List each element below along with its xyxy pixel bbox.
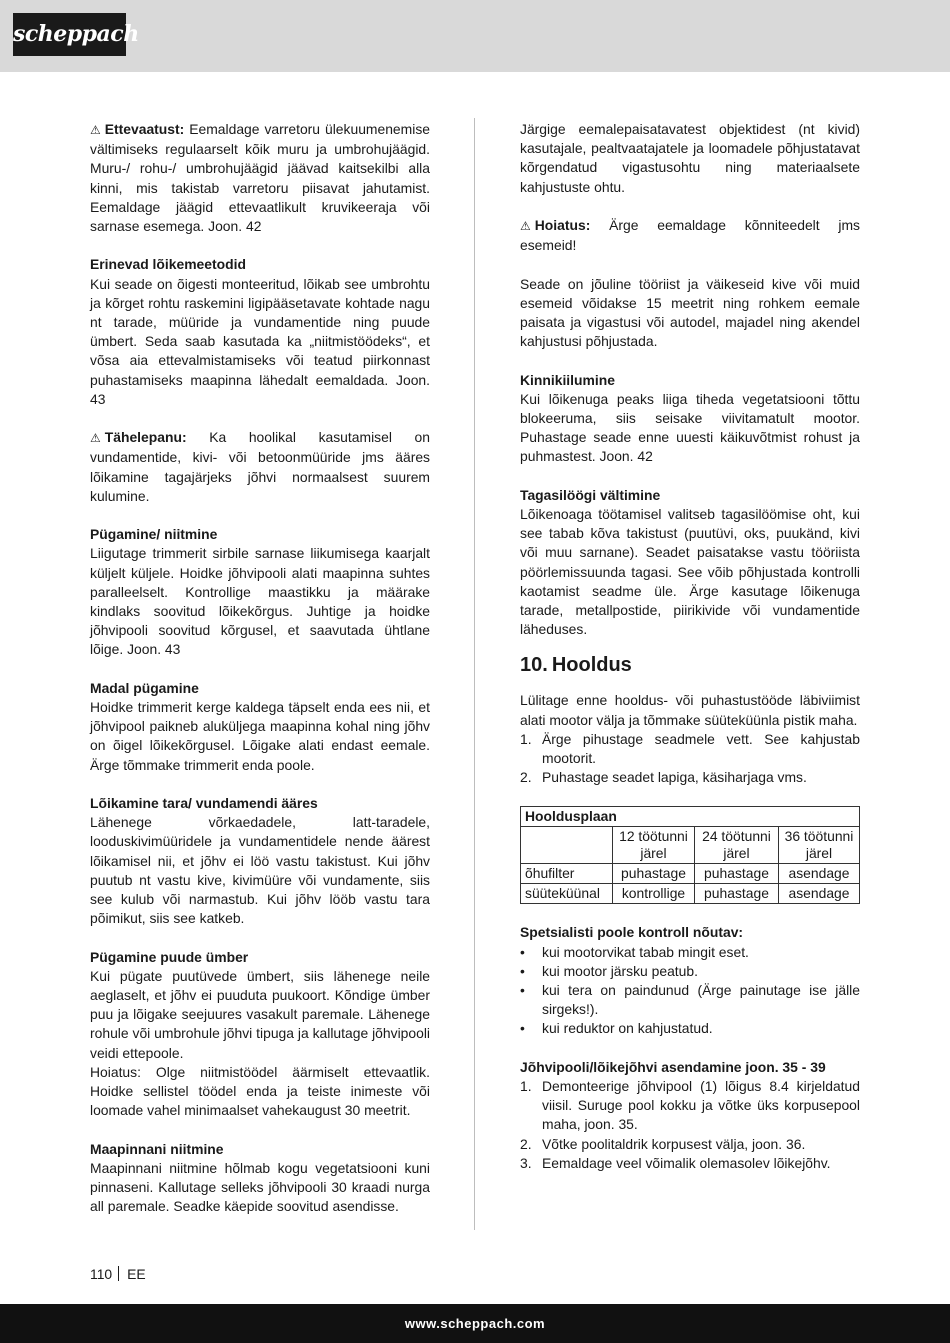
section-text: Kui lõikenuga peaks liiga tiheda vegetatsiooni tõttu blokeeruma, siis seisake viivitamatult mootor. Puhastage seade enne uuesti käikuvõtmist rohust ja puhmastest. Joon. 42 [520,390,860,465]
list-item: 3. Eemaldage veel võimalik olemasolev lõikejõhv. [520,1154,831,1171]
table-row: süüteküünal kontrollige puhastage asendage [521,884,860,904]
warning-icon: ⚠ [90,123,101,137]
scheppach-logo: scheppach [13,13,126,56]
language-code: EE [127,1266,146,1282]
warning-ettevaatust [90,120,430,236]
warning-label: Tähelepanu: [104,429,187,446]
section-heading: Pügamine puude ümber [90,948,249,965]
section-text: Lähenege võrkaedadele, latt-taradele, looduskivimüüridele ja vundamentidele nende äärest lõikamisel nii, et jõhv ei löö vastu takistust. Kui jõhv puutub nt vastu kive, kivimüüre või vundamente, siis see kulub või narmastub. Kui jõhv lööb vastu tara põimikut, siis see katkeb. [90,814,430,927]
chapter-title-text: Hooldus [551,654,632,677]
chapter-number: 10. [520,654,548,677]
section-text: Hoidke trimmerit kerge kaldega täpselt enda ees nii, et jõhvipool paikneb aluküljega maapinna kohal ning jõhv on õigel lõikekõrgusel. Lõigake alati endast eemale. Ärge tõmmake trimmerit enda poole. [90,699,430,773]
list-item: 2. Võtke poolitaldrik korpusest välja, joon. 36. [520,1135,806,1152]
section-text: Liigutage trimmerit sirbile sarnase liikumisega kaarjalt küljelt küljele. Hoidke jõhvipooli alati maapinna suhtes paralleelselt. Kontrollige maastikku ja määrake kindlaks soovitud lõikekõrgus. Juhtige ja hoidke jõhvipooli soovitud kõrgusel, et saavutada ühtlane lõige. Joon. 43 [90,545,430,658]
left-column [90,120,430,1216]
warning-icon: ⚠ [90,431,101,446]
maintenance-plan-table [520,806,860,904]
warning-icon: ⚠ [520,219,531,233]
list-item: 1. Ärge pihustage seadmele vett. See kahjustab mootorit. [520,730,860,767]
chapter-title [520,651,860,679]
warning-hoiatus [520,216,860,255]
section-heading: Jõhvipooli/lõikejõhvi asendamine joon. 35 - 39 [520,1058,826,1075]
section-heading: Maapinnani niitmine [90,1140,224,1157]
header-bar [0,0,950,72]
table-title: Hooldusplaan [521,807,860,827]
warning-label: Ettevaatust: [104,121,185,137]
section-heading: Tagasilöögi vältimine [520,486,661,503]
table-row: õhufilter puhastage puhastage asendage [521,864,860,884]
list-item: 2. Puhastage seadet lapiga, käsiharjaga vms. [520,769,807,786]
spool-steps-list [520,1077,860,1173]
list-item: • kui mootorvikat tabab mingit eset. [520,943,749,960]
column-header: 36 töötunni järel [779,827,860,864]
list-item: 1. Demonteerige jõhvipool (1) lõigus 8.4 kirjeldatud viisil. Suruge pool kokku ja võtke üks korpusepool maha, joon. 35. [520,1078,860,1133]
expert-check-list [520,943,860,1039]
right-column [520,120,860,1173]
intro-text: Järgige eemalepaisatavatest objektidest (nt kivid) kasutajale, pealtvaatajatele ja loomadele põhjustatavat kõrgendatud vigastusohtu ning materiaalsete kahjustuste ohtu. [520,121,860,195]
list-item: • kui reduktor on kahjustatud. [520,1020,713,1037]
section-text: Maapinnani niitmine hõlmab kogu vegetatsiooni kuni pinnaseni. Kallutage selleks jõhvipooli 30 kraadi nurga all paremale. Seadke käepide soovitud asendisse. [90,1159,430,1215]
warning-text: Ka hoolikal kasutamisel on vundamentide, kivi- või betoonmüüride jms ääres lõikamine tagajärjeks jõhvi normaalsest suurem kulumine. [90,429,430,504]
section-heading: Lõikamine tara/ vundamendi ääres [90,795,318,812]
section-text: Kui seade on õigesti monteeritud, lõikab see umbrohtu ja kõrget rohtu raskemini ligipääsetavate kohtade nagu nt tarade, müüride ja vundamentide ning puude ümbert. Seda saab kasutada ka „niitmistöödeks“, et võsa aia ettevalmistamiseks või teatud piirkonnast puhastamiseks maapinna lähedalt eemaldada. Joon. 43 [90,275,430,407]
section-heading: Madal pügamine [90,679,199,696]
column-header: 12 töötunni järel [613,827,695,864]
list-item: • kui tera on paindunud (Ärge painutage ise jälle sirgeks!). [520,982,860,1018]
maintenance-intro: Lülitage enne hooldus- või puhastustööde läbiviimist alati mootor välja ja tõmmake süüteküünla pistik maha. [520,692,860,728]
warning-label: Hoiatus: [534,217,591,233]
list-item: • kui mootor järsku peatub. [520,962,698,979]
section-heading: Spetsialisti poole kontroll nõutav: [520,924,744,941]
column-divider [474,118,475,1230]
section-heading: Pügamine/ niitmine [90,526,218,543]
section-heading: Kinnikiilumine [520,371,615,388]
column-header: 24 töötunni järel [695,827,779,864]
page-number: 110 [90,1266,113,1282]
warning-text: Eemaldage varretoru ülekuumenemise vältimiseks regulaarselt kõik muru ja umbrohujäägid. Muru-/ rohu-/ umbrohujäägid jäävad kaitsekilbi alla kinni, mis takistab varretoru piisavat jahutamist. Eemaldage jäägid ettevaatlikult kruvikeeraja või sarnase esemega. Joon. 42 [90,121,430,235]
page-footer [90,1265,146,1283]
warning-text: Ärge eemaldage kõnniteedelt jms esemeid! [520,217,860,254]
section-text: Hoiatus: Olge niitmistöödel äärmiselt ettevaatlik. Hoidke sellistel töödel enda ja teiste inimeste või loomade vahel minimaalset vahekaugust 30 meetrit. [90,1063,430,1119]
website-url: www.scheppach.com [404,1316,546,1331]
section-heading: Erinevad lõikemeetodid [90,256,246,273]
section-text: Lõikenoaga töötamisel valitseb tagasilöömise oht, kui see tabab kõva takistust (puutüvi, oks, puukänd, kivi või muu sarnane). Seadet paisatakse vastu tööriista pöörlemissuunda tagasi. See võib põhjustada kontrolli kaotamist seadme üle. Ärge kasutage lõikenuga tarade, metallpostide, piirikivide või vundamentide läheduses. [520,506,860,638]
maintenance-list [520,730,860,788]
body-text: Seade on jõuline tööriist ja väikeseid kive või muid esemeid võidakse 15 meetrit ning rohkem eemale paisata ja vigastusi või autodel, majadel ning akendel kahjustusi põhjustada. [520,275,860,350]
section-text: Kui pügate puutüvede ümbert, siis lähenege neile aeglaselt, et jõhv ei puuduta puukoort. Kõndige ümber puu ja lõigake seejuures vasakult paremale. Lähenege rohule või umbrohule jõhvi tipuga ja kallutage jõhvipooli veidi ettepoole. [90,967,430,1061]
warning-tahelepanu [90,428,430,506]
